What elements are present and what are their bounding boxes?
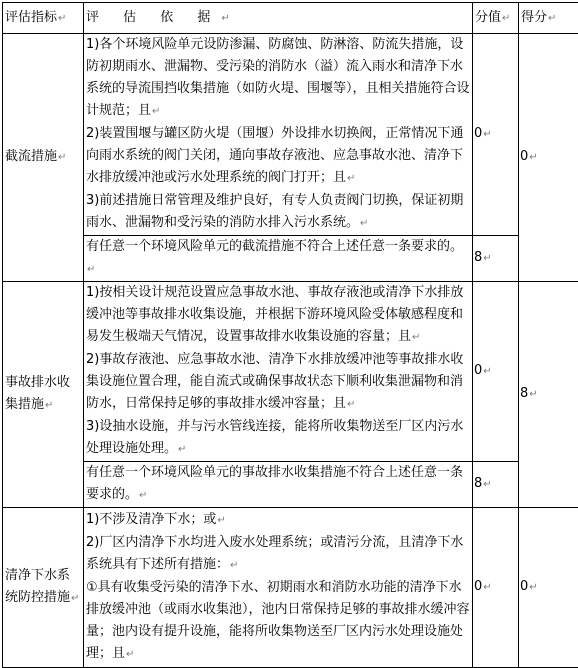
- criteria-item: 1)不涉及清净下水；或↵: [86, 509, 470, 532]
- header-row: [3, 3, 578, 34]
- criteria-cell: [84, 282, 473, 462]
- criteria-item: 2)装置围堰与罐区防火堤（围堰）外设排水切换阀，正常情况下通向雨水系统的阀门关闭，通向事故存液池、应急事故水池、清净下水排放缓冲池或污水处理系统的阀门打开；且↵: [86, 123, 470, 190]
- alt-points-cell: 8↵: [473, 236, 519, 282]
- alt-criteria-cell: 有任意一个环境风险单元的事故排水收集措施不符合上述任意一条要求的。↵: [84, 462, 473, 508]
- table-row: [3, 508, 578, 668]
- points-cell: 0↵: [473, 34, 519, 236]
- criteria-cell: [84, 34, 473, 236]
- points-cell: 0↵: [473, 282, 519, 462]
- points-cell: 0↵: [473, 508, 519, 668]
- indicator-cell: 事故排水收集措施↵: [3, 282, 84, 508]
- criteria-item: 3)设抽水设施，并与污水管线连接，能将所收集物送至厂区内污水处理设施处理。↵: [86, 416, 470, 461]
- header-score: 得分↵: [519, 3, 578, 34]
- criteria-item: 2)厂区内清净下水均进入废水处理系统；或清污分流，且清净下水系统具有下述所有措施：↵: [86, 532, 470, 577]
- alt-criteria-cell: 有任意一个环境风险单元的截流措施不符合上述任意一条要求的。↵: [84, 236, 473, 282]
- table-row: [3, 462, 578, 508]
- criteria-item: 2)事故存液池、应急事故水池、清净下水排放缓冲池等事故排水收集设施位置合理，能自流式或确保事故状态下顺利收集泄漏物和消防水，日常保持足够的事故排水缓冲容量；且↵: [86, 349, 470, 416]
- alt-points-cell: 8↵: [473, 462, 519, 508]
- indicator-cell: 清净下水系统防控措施↵: [3, 508, 84, 668]
- criteria-item: 1)按相关设计规范设置应急事故水池、事故存液池或清净下水排放缓冲池等事故排水收集设施，并根据下游环境风险受体敏感程度和易发生极端天气情况，设置事故排水收集设施的容量；且↵: [86, 282, 470, 349]
- indicator-cell: 截流措施↵: [3, 34, 84, 282]
- criteria-cell: [84, 508, 473, 668]
- header-indicator: 评估指标↵: [3, 3, 84, 34]
- score-cell: 0↵: [519, 34, 578, 282]
- criteria-item: 1)各个环境风险单元设防渗漏、防腐蚀、防淋溶、防流失措施，设防初期雨水、泄漏物、受污染的消防水（溢）流入雨水和清净下水系统的导流围挡收集措施（如防火堤、围堰等），且相关措施符合设计规范；且↵: [86, 34, 470, 123]
- criteria-item: 3)前述措施日常管理及维护良好，有专人负责阀门切换，保证初期雨水、泄漏物和受污染的消防水排入污水系统。↵: [86, 190, 470, 235]
- header-basis: 评 估 依 据↵: [84, 3, 473, 34]
- table-row: [3, 282, 578, 462]
- table-row: [3, 34, 578, 236]
- assessment-table: [2, 2, 578, 668]
- header-points: 分值↵: [473, 3, 519, 34]
- criteria-item: ①具有收集受污染的清净下水、初期雨水和消防水功能的清净下水排放缓冲池（或雨水收集池），池内日常保持足够的事故排水缓冲容量；池内设有提升设施，能将所收集物送至厂区内污水处理设施处理；且↵: [86, 577, 470, 666]
- table-row: [3, 236, 578, 282]
- score-cell: 8↵: [519, 282, 578, 508]
- score-cell: 0↵: [519, 508, 578, 668]
